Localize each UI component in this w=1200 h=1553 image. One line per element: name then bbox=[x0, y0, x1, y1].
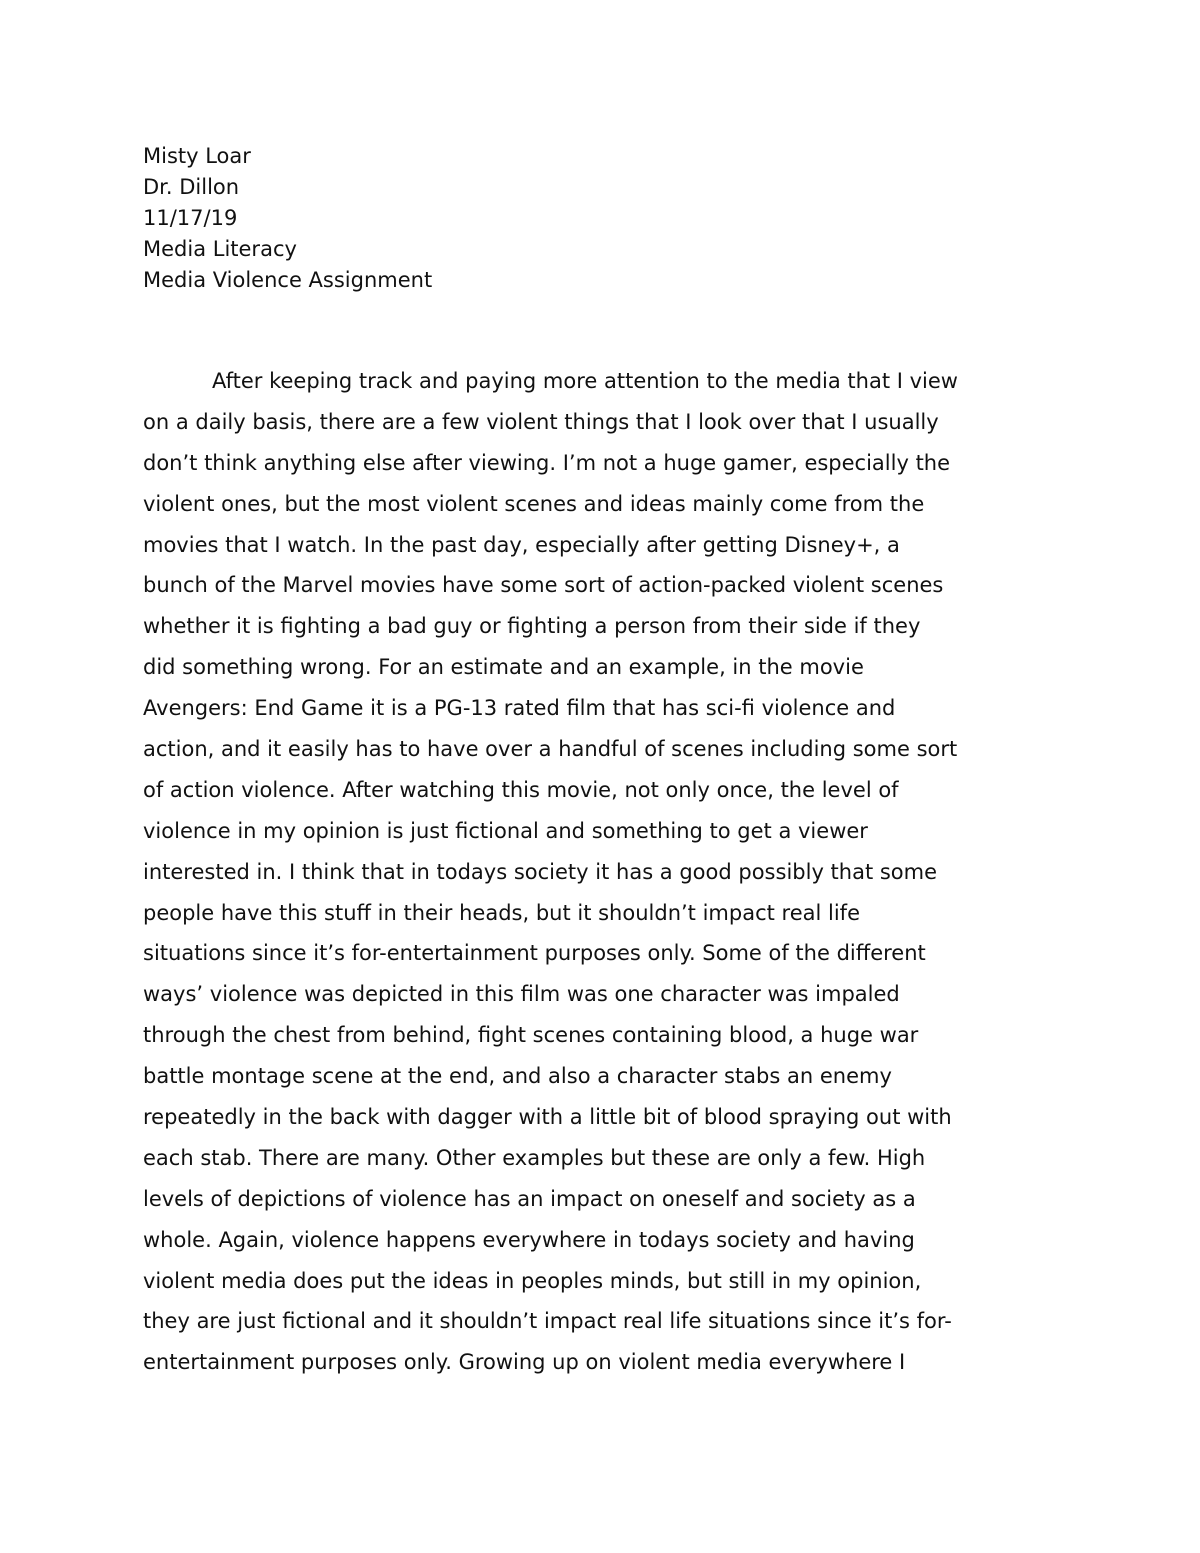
body-line: situations since it’s for-entertainment purposes only. Some of the different bbox=[143, 941, 926, 966]
course-name: Media Literacy bbox=[143, 237, 297, 261]
body-line: repeatedly in the back with dagger with a little bit of blood spraying out with bbox=[143, 1105, 952, 1130]
essay-body bbox=[143, 361, 1083, 1383]
body-line: movies that I watch. In the past day, especially after getting Disney+, a bbox=[143, 532, 900, 557]
body-line: interested in. I think that in todays society it has a good possibly that some bbox=[143, 859, 938, 884]
instructor-name: Dr. Dillon bbox=[143, 175, 240, 199]
body-line: violent media does put the ideas in peoples minds, but still in my opinion, bbox=[143, 1268, 922, 1293]
body-line: on a daily basis, there are a few violent things that I look over that I usually bbox=[143, 409, 939, 434]
body-line: people have this stuff in their heads, but it shouldn’t impact real life bbox=[143, 900, 860, 925]
date: 11/17/19 bbox=[143, 206, 238, 230]
body-line: After keeping track and paying more attention to the media that I view bbox=[212, 369, 958, 393]
assignment-title: Media Violence Assignment bbox=[143, 268, 433, 292]
author-name: Misty Loar bbox=[143, 144, 251, 168]
body-line: through the chest from behind, fight scenes containing blood, a huge war bbox=[143, 1023, 919, 1048]
body-line: levels of depictions of violence has an impact on oneself and society as a bbox=[143, 1186, 916, 1211]
body-line: entertainment purposes only. Growing up on violent media everywhere I bbox=[143, 1350, 906, 1375]
body-line: each stab. There are many. Other examples but these are only a few. High bbox=[143, 1145, 926, 1170]
body-line: ways’ violence was depicted in this film was one character was impaled bbox=[143, 982, 900, 1007]
body-line: violence in my opinion is just fictional and something to get a viewer bbox=[143, 818, 868, 843]
heading-block bbox=[143, 141, 1063, 296]
body-line: bunch of the Marvel movies have some sort of action-packed violent scenes bbox=[143, 573, 944, 598]
body-line: whole. Again, violence happens everywhere in todays society and having bbox=[143, 1227, 915, 1252]
body-line: whether it is fighting a bad guy or fighting a person from their side if they bbox=[143, 614, 921, 639]
body-line: don’t think anything else after viewing. I’m not a huge gamer, especially the bbox=[143, 450, 951, 475]
body-line: they are just fictional and it shouldn’t impact real life situations since it’s for- bbox=[143, 1309, 952, 1334]
body-line: violent ones, but the most violent scenes and ideas mainly come from the bbox=[143, 491, 925, 516]
body-line: action, and it easily has to have over a handful of scenes including some sort bbox=[143, 737, 958, 762]
body-line: battle montage scene at the end, and also a character stabs an enemy bbox=[143, 1064, 892, 1089]
body-line: did something wrong. For an estimate and an example, in the movie bbox=[143, 655, 864, 680]
body-line: Avengers: End Game it is a PG-13 rated film that has sci-fi violence and bbox=[143, 696, 896, 721]
body-line: of action violence. After watching this movie, not only once, the level of bbox=[143, 777, 899, 802]
